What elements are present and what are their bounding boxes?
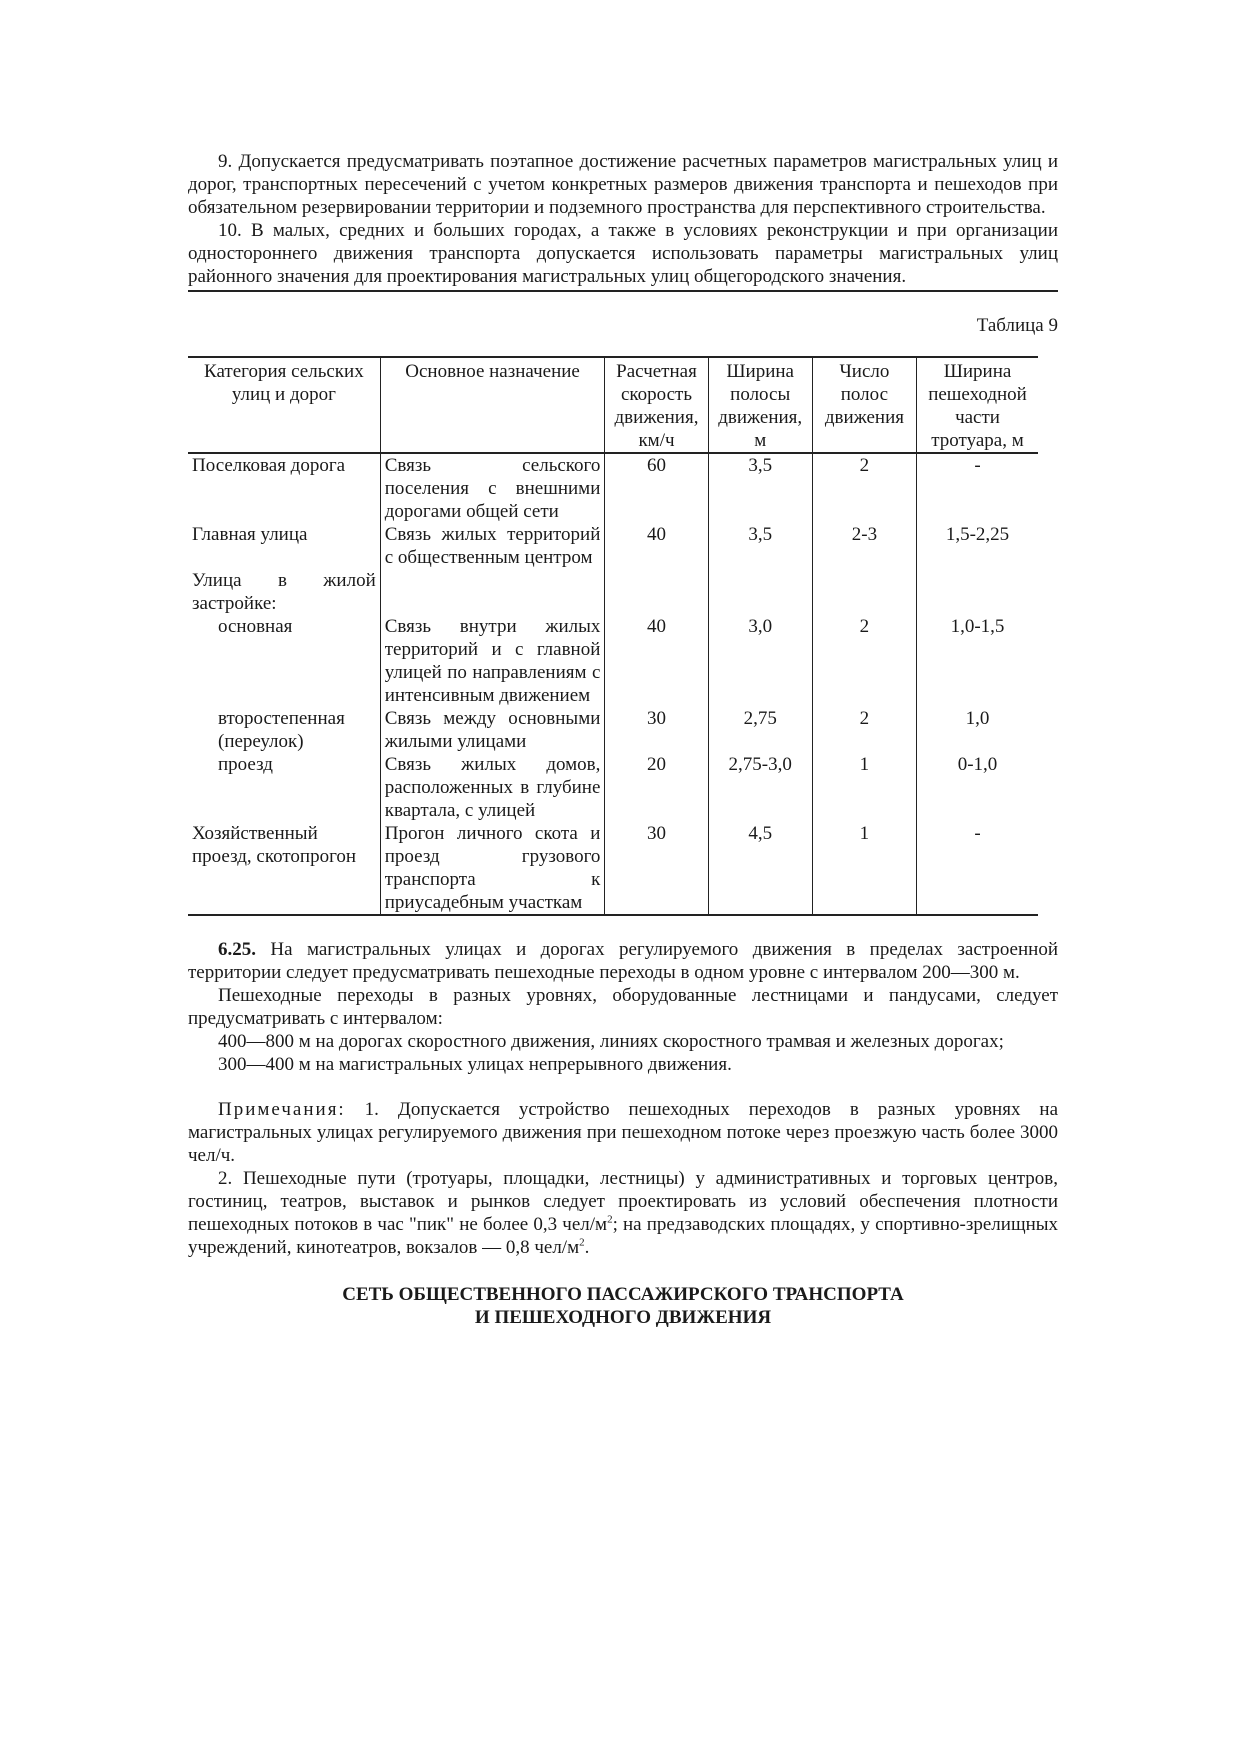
header-purpose: Основное назначение [380,357,605,453]
row-sidewalk-width: - [917,822,1038,915]
row-lane-count: 2-3 [812,523,916,569]
row-category: основная [218,616,293,637]
row-lane-count [812,569,916,615]
row-category: проезд [218,754,273,775]
header-speed: Расчетная скорость движения, км/ч [605,357,708,453]
row-sidewalk-width: 1,0-1,5 [917,615,1038,707]
table-row [188,707,1038,753]
row-lane-width [708,569,812,615]
row-sidewalk-width: 1,0 [917,707,1038,753]
row-purpose: Связь сельского поселения с внешними дорогами общей сети [380,453,605,523]
header-sidewalk-width: Ширина пешеходной части тротуара, м [917,357,1038,453]
header-lane-count: Число полос движения [812,357,916,453]
row-sidewalk-width [917,569,1038,615]
row-category: Улица в жилой застройке: [192,570,376,614]
row-speed: 60 [605,453,708,523]
paragraph-interval-300: 300—400 м на магистральных улицах непрерывного движения. [218,1054,732,1075]
paragraph-6-25 [188,938,1058,984]
row-speed: 30 [605,707,708,753]
note-2-text-a: 2. Пешеходные пути (тротуары, площадки, лестницы) у административных и торговых центров, гостиниц, театров, выставок и рынков следует проектировать из условий обеспечения плотности пешеходных потоков в час "пик" не более 0,3 чел/м [188,1168,1058,1235]
row-lane-count: 2 [812,707,916,753]
row-lane-width: 2,75-3,0 [708,753,812,822]
note-1-text: 1. Допускается устройство пешеходных переходов в разных уровнях на магистральных улицах регулируемого движения при пешеходном потоке через проезжую часть более 3000 чел/ч. [188,1099,1059,1166]
row-category: Поселковая дорога [192,455,346,476]
table-row [188,523,1038,569]
row-sidewalk-width: 1,5-2,25 [917,523,1038,569]
paragraph-crossings: Пешеходные переходы в разных уровнях, оборудованные лестницами и пандусами, следует предусматривать с интервалом: [188,985,1058,1029]
header-lane-width: Ширина полосы движения, м [708,357,812,453]
row-lane-width: 2,75 [708,707,812,753]
row-lane-width: 3,5 [708,523,812,569]
table-row [188,453,1038,523]
row-lane-width: 4,5 [708,822,812,915]
row-speed: 40 [605,615,708,707]
table-row [188,569,1038,615]
row-purpose: Связь внутри жилых территорий и с главной улицей по направлениям с интенсивным движением [380,615,605,707]
row-category: второстепенная (переулок) [218,708,345,752]
row-speed [605,569,708,615]
table-row [188,822,1038,915]
row-speed: 30 [605,822,708,915]
row-purpose: Прогон личного скота и проезд грузового транспорта к приусадебным участкам [380,822,605,915]
row-purpose: Связь жилых территорий с общественным центром [380,523,605,569]
paragraph-interval-400: 400—800 м на дорогах скоростного движения, линиях скоростного трамвая и железных дорогах; [218,1031,1004,1052]
spacer [188,1076,1058,1098]
row-purpose [380,569,605,615]
section-heading [188,1283,1058,1329]
notes-label: Примечания: [218,1099,346,1120]
document-page [188,150,1058,1329]
row-sidewalk-width: 0-1,0 [917,753,1038,822]
table-caption: Таблица 9 [976,315,1058,336]
row-lane-width: 3,0 [708,615,812,707]
table-header-row [188,357,1038,453]
row-purpose: Связь жилых домов, расположенных в глубине квартала, с улицей [380,753,605,822]
note-2 [188,1167,1058,1259]
row-speed: 20 [605,753,708,822]
section-divider [188,290,1058,292]
section-heading-line-1: СЕТЬ ОБЩЕСТВЕННОГО ПАССАЖИРСКОГО ТРАНСПОРТА [342,1284,904,1305]
row-lane-count: 2 [812,615,916,707]
row-lane-count: 1 [812,822,916,915]
section-heading-line-2: И ПЕШЕХОДНОГО ДВИЖЕНИЯ [474,1307,772,1328]
paragraph-9: 9. Допускается предусматривать поэтапное достижение расчетных параметров магистральных улиц и дорог, транспортных пересечений с учетом конкретных размеров движения транспорта и пешеходов при обязательном резервировании территории и подземного пространства для перспективного строительства. [188,151,1058,218]
row-purpose: Связь между основными жилыми улицами [380,707,605,753]
note-1 [188,1098,1058,1167]
superscript: 2 [607,1213,613,1226]
row-lane-width: 3,5 [708,453,812,523]
row-category: Главная улица [192,524,308,545]
clause-number: 6.25. [218,939,256,960]
row-sidewalk-width: - [917,453,1038,523]
paragraph-10: 10. В малых, средних и больших городах, а также в условиях реконструкции и при организации одностороннего движения транспорта допускается использовать параметры магистральных улиц районного значения для проектирования магистральных улиц общегородского значения. [188,220,1058,287]
note-2-text-b: ; на предзаводских площадях, у спортивно-зрелищных учреждений, кинотеатров, вокзалов — 0,8 чел/м [188,1214,1059,1258]
row-lane-count: 1 [812,753,916,822]
table-row [188,615,1038,707]
row-lane-count: 2 [812,453,916,523]
note-2-text-c: . [584,1237,590,1258]
superscript: 2 [579,1236,585,1249]
header-category: Категория сельских улиц и дорог [188,357,380,453]
rural-streets-table [188,356,1038,916]
row-speed: 40 [605,523,708,569]
clause-text: На магистральных улицах и дорогах регулируемого движения в пределах застроенной территории следует предусматривать пешеходные переходы в одном уровне с интервалом 200—300 м. [188,939,1058,983]
row-category: Хозяйственный проезд, скотопрогон [188,822,380,915]
table-row [188,753,1038,822]
